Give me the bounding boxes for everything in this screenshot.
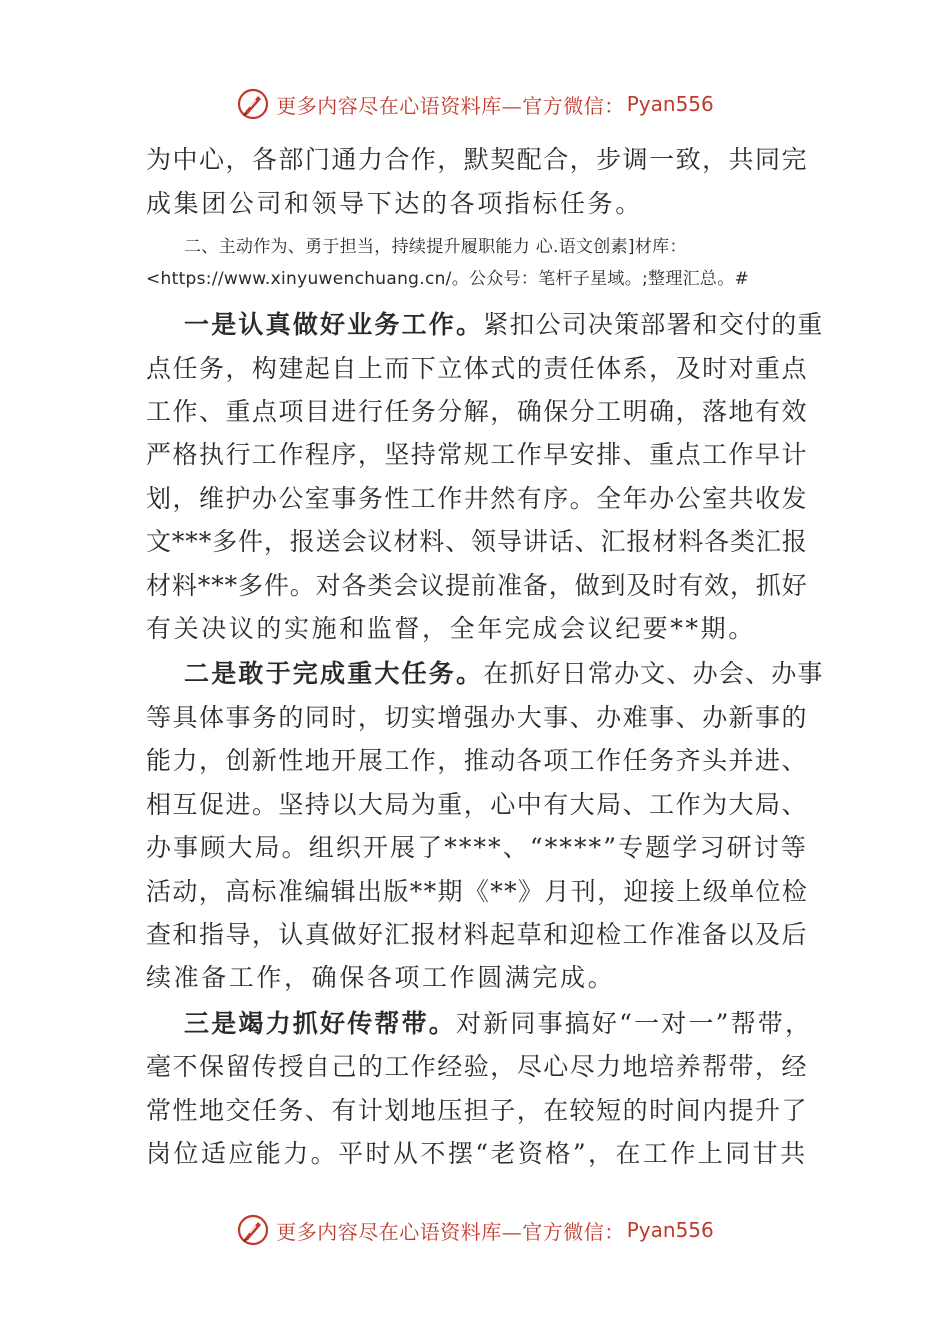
text-line: 严格执行工作程序，坚持常规工作早安排、重点工作早计	[146, 440, 809, 469]
text-line: 点任务，构建起自上而下立体式的责任体系，及时对重点	[146, 354, 809, 383]
text-line: 划，维护办公室事务性工作井然有序。全年办公室共收发	[146, 484, 809, 513]
text-line: 为中心，各部门通力合作，默契配合，步调一致，共同完	[146, 145, 809, 174]
text-line: 能力，创新性地开展工作，推动各项工作任务齐头并进、	[146, 746, 809, 775]
text-line: 常性地交任务、有计划地压担子，在较短的时间内提升了	[146, 1096, 809, 1125]
source-note-line: <https://www.xinyuwenchuang.cn/。公众号：笔杆子星域。;整理汇总。#	[146, 269, 750, 289]
paragraph-lead-line: 三是竭力抓好传帮带。对新同事搞好“一对一”帮带，	[184, 1009, 813, 1038]
header-banner	[0, 84, 950, 124]
text-line: 活动，高标准编辑出版**期《**》月刊，迎接上级单位检	[146, 877, 809, 906]
quill-pen-logo-icon	[236, 1213, 270, 1247]
paragraph-lead-title: 一是认真做好业务工作。	[184, 310, 484, 339]
text-line: 材料***多件。对各类会议提前准备，做到及时有效，抓好	[146, 571, 808, 600]
text-line: 等具体事务的同时，切实增强办大事、办难事、办新事的	[146, 703, 809, 732]
text-line: 续准备工作，确保各项工作圆满完成。	[146, 963, 616, 992]
paragraph-lead-title: 二是敢于完成重大任务。	[184, 659, 484, 688]
text-line: 岗位适应能力。平时从不摆“老资格”，在工作上同甘共	[146, 1139, 808, 1168]
section-heading-line: 二、主动作为、勇于担当，持续提升履职能力 心.语文创素]材库：	[184, 237, 687, 257]
banner-text: 更多内容尽在心语资料库—官方微信：	[276, 1219, 625, 1244]
banner-text: 更多内容尽在心语资料库—官方微信：	[276, 93, 625, 118]
banner-wechat-id: Pyan556	[626, 1218, 714, 1242]
text-line: 办事顾大局。组织开展了****、“****”专题学习研讨等	[146, 833, 808, 862]
text-line: 毫不保留传授自己的工作经验，尽心尽力地培养帮带，经	[146, 1052, 809, 1081]
paragraph-lead-title: 三是竭力抓好传帮带。	[184, 1009, 457, 1038]
banner-wechat-id: Pyan556	[626, 92, 714, 116]
text-line: 查和指导，认真做好汇报材料起草和迎检工作准备以及后	[146, 920, 809, 949]
quill-pen-logo-icon	[236, 87, 270, 121]
text-line: 成集团公司和领导下达的各项指标任务。	[146, 189, 643, 218]
text-line: 工作、重点项目进行任务分解，确保分工明确，落地有效	[146, 397, 809, 426]
text-line: 相互促进。坚持以大局为重，心中有大局、工作为大局、	[146, 790, 809, 819]
paragraph-lead-line: 二是敢于完成重大任务。在抓好日常办文、办会、办事	[184, 659, 824, 688]
text-line: 有关决议的实施和监督，全年完成会议纪要**期。	[146, 614, 756, 643]
footer-banner	[0, 1210, 950, 1250]
text-line: 文***多件，报送会议材料、领导讲话、汇报材料各类汇报	[146, 527, 808, 556]
paragraph-lead-line: 一是认真做好业务工作。紧扣公司决策部署和交付的重	[184, 310, 824, 339]
